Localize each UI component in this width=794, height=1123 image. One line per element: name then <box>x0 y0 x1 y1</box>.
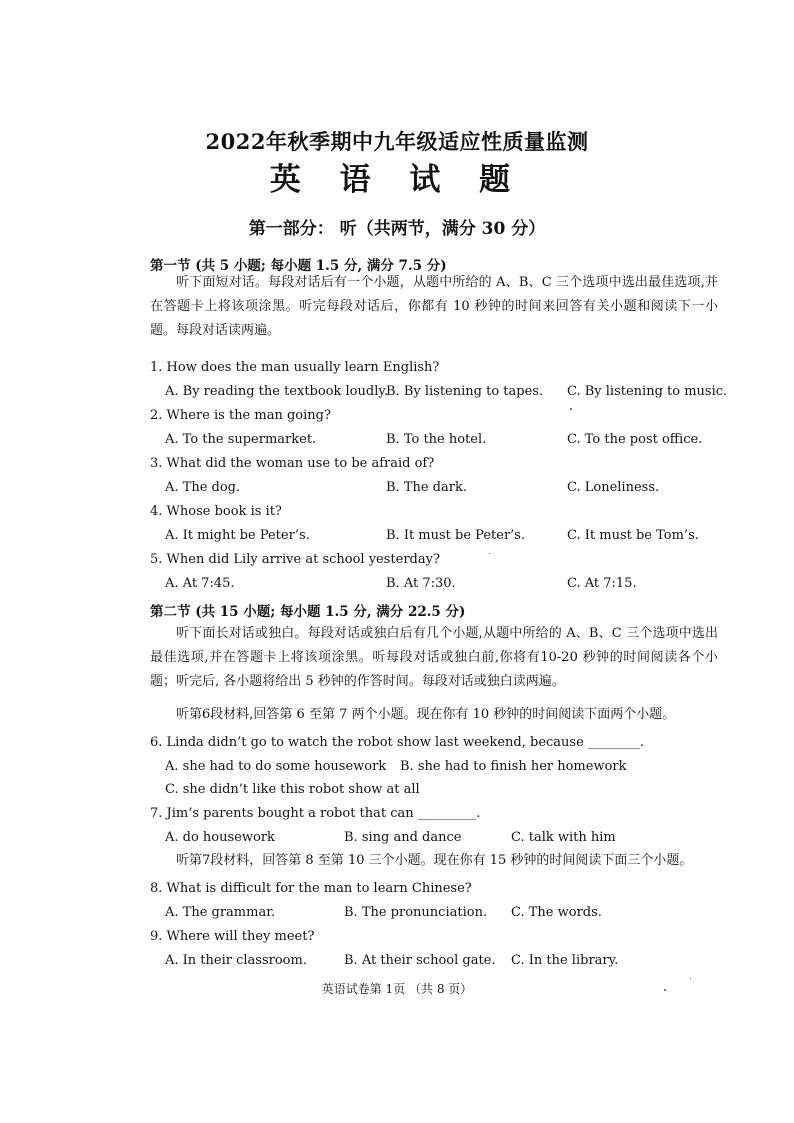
section-one-instructions: 听下面短对话。每段对话后有一个小题，从题中所给的 A、B、C 三个选项中选出最佳选项,并在答题卡上将该项涂黑。听完每段对话后，你都有 10 秒钟的时间来回答有关小题和阅读下一小题。每段对话读两遍。 <box>150 275 718 338</box>
q4-option-b: B. It must be Peter’s. <box>386 528 526 543</box>
q1-option-c: C. By listening to music. <box>567 384 728 399</box>
q2-option-a: A. To the supermarket. <box>165 432 317 447</box>
material-7-instructions: 听第7段材料，回答第 8 至第 10 三个小题。现在你有 15 秒钟的时间阅读下面三个小题。 <box>176 853 693 868</box>
q7-option-c: C. talk with him <box>511 830 616 845</box>
q9-option-c: C. In the library. <box>511 953 619 968</box>
material-6-instructions: 听第6段材料,回答第 6 至第 7 两个小题。现在你有 10 秒钟的时间阅读下面两个小题。 <box>176 707 676 722</box>
q3-option-b: B. The dark. <box>386 480 467 495</box>
q6-option-b: B. she had to finish her homework <box>400 759 627 774</box>
q3-option-a: A. The dog. <box>165 480 241 495</box>
question-7: 7. Jim’s parents bought a robot that can _________. <box>150 806 481 821</box>
q5-option-b: B. At 7:30. <box>386 576 456 591</box>
scan-speck <box>570 408 572 410</box>
part-one-title: 第一部分： 听（共两节，满分 30 分） <box>248 219 546 239</box>
q4-option-c: C. It must be Tom’s. <box>567 528 699 543</box>
q1-option-b: B. By listening to tapes. <box>386 384 544 399</box>
scan-speck <box>489 553 490 554</box>
scan-speck <box>664 989 666 991</box>
q6-option-c: C. she didn’t like this robot show at all <box>165 782 420 797</box>
q8-option-c: C. The words. <box>511 905 602 920</box>
question-2: 2. Where is the man going? <box>150 408 331 423</box>
q8-option-a: A. The grammar. <box>165 905 276 920</box>
page-footer: 英语试卷第 1页 （共 8 页） <box>321 982 473 996</box>
question-8: 8. What is difficult for the man to learn Chinese? <box>150 881 472 896</box>
question-4: 4. Whose book is it? <box>150 504 282 519</box>
q9-option-b: B. At their school gate. <box>344 953 496 968</box>
section-two-instructions: 听下面长对话或独白。每段对话或独白后有几个小题,从题中所给的 A、B、C 三个选项中选出最佳选项,并在答题卡上将该项涂黑。听每段对话或独白前,你将有10-20 秒钟的时间阅读各个小题；听完后, 各小题将给出 5 秒钟的作答时间。每段对话或独白读两遍。 <box>150 626 718 689</box>
exam-title: 2022年秋季期中九年级适应性质量监测 <box>205 129 589 154</box>
q2-option-c: C. To the post office. <box>567 432 703 447</box>
question-1: 1. How does the man usually learn English? <box>150 360 440 375</box>
q7-option-a: A. do housework <box>165 830 275 845</box>
section-one-heading: 第一节 (共 5 小题; 每小题 1.5 分, 满分 7.5 分) <box>150 258 447 274</box>
q2-option-b: B. To the hotel. <box>386 432 487 447</box>
q1-option-a: A. By reading the textbook loudly. <box>165 384 389 399</box>
scan-speck <box>690 978 691 979</box>
q8-option-b: B. The pronunciation. <box>344 905 488 920</box>
q3-option-c: C. Loneliness. <box>567 480 660 495</box>
q4-option-a: A. It might be Peter’s. <box>165 528 310 543</box>
q9-option-a: A. In their classroom. <box>165 953 307 968</box>
question-3: 3. What did the woman use to be afraid of? <box>150 456 435 471</box>
question-6: 6. Linda didn’t go to watch the robot show last weekend, because ________. <box>150 735 645 750</box>
question-9: 9. Where will they meet? <box>150 929 315 944</box>
q6-option-a: A. she had to do some housework <box>165 759 387 774</box>
q7-option-b: B. sing and dance <box>344 830 462 845</box>
q5-option-c: C. At 7:15. <box>567 576 637 591</box>
subject-title: 英 语 试 题 <box>269 162 525 198</box>
section-two-heading: 第二节 (共 15 小题; 每小题 1.5 分, 满分 22.5 分) <box>150 604 466 620</box>
question-5: 5. When did Lily arrive at school yesterday? <box>150 552 440 567</box>
q5-option-a: A. At 7:45. <box>165 576 235 591</box>
